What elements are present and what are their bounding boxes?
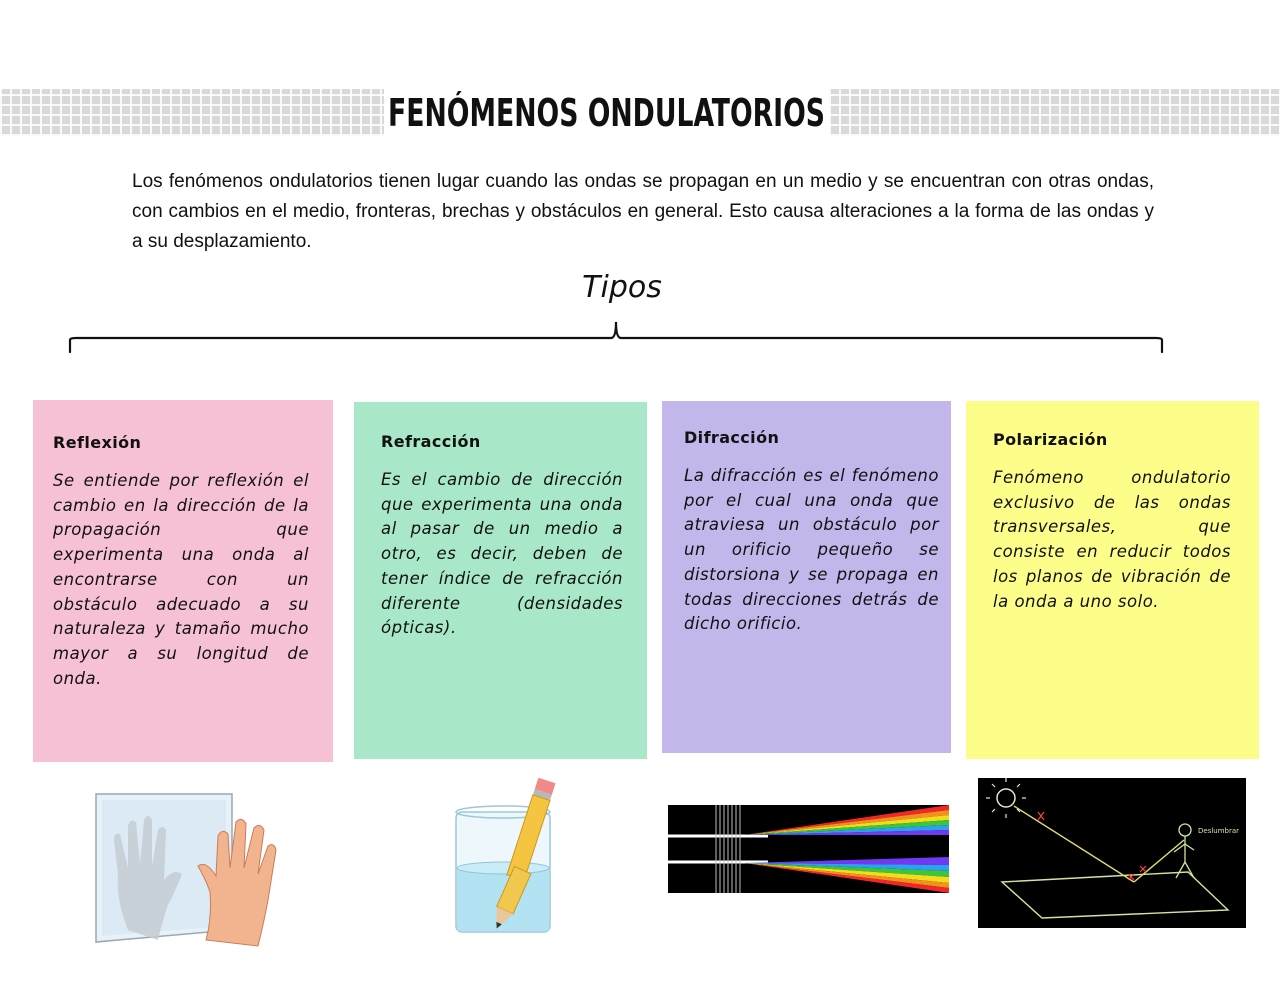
mirror-hands-illustration bbox=[88, 780, 303, 950]
card-difraccion bbox=[662, 401, 951, 753]
intro-paragraph: Los fenómenos ondulatorios tienen lugar cuando las ondas se propagan en un medio y se encuentran con otras ondas, con cambios en el medio, fronteras, brechas y obstáculos en general. Esto causa alteraciones a la forma de las ondas y a su desplazamiento. bbox=[132, 171, 1154, 252]
banner-stripe-left bbox=[0, 89, 384, 136]
curly-brace bbox=[66, 318, 1168, 358]
page-title: FENÓMENOS ONDULATORIOS bbox=[388, 91, 825, 135]
banner-stripe-right bbox=[829, 89, 1280, 136]
card-text: La difracción es el fenómeno por el cual una onda que atraviesa un obstáculo por un orificio pequeño se distorsiona y se propaga en todas direcciones detrás de dicho orificio. bbox=[684, 466, 939, 634]
card-polarizacion bbox=[966, 401, 1259, 759]
card-reflexion bbox=[33, 400, 333, 762]
card-title: Polarización bbox=[993, 430, 1108, 449]
diffraction-rainbow-illustration bbox=[668, 805, 949, 893]
card-title: Reflexión bbox=[53, 433, 142, 452]
polarization-glare-illustration bbox=[978, 778, 1246, 928]
tipos-label: Tipos bbox=[582, 270, 662, 305]
pencil-in-glass-illustration bbox=[440, 776, 560, 941]
polarization-caption: Deslumbrar bbox=[1198, 827, 1240, 835]
card-text: Se entiende por reflexión el cambio en la dirección de la propagación que experimenta una onda al encontrarse con un obstáculo adecuado a su naturaleza y tamaño mucho mayor a su longitud de onda. bbox=[53, 471, 309, 688]
card-text: Es el cambio de dirección que experimenta una onda al pasar de un medio a otro, es decir, deben de tener índice de refracción diferente (densidades ópticas). bbox=[381, 470, 623, 638]
card-title: Refracción bbox=[381, 432, 481, 451]
card-title: Difracción bbox=[684, 428, 780, 447]
card-text: Fenómeno ondulatorio exclusivo de las ondas transversales, que consiste en reducir todos los planos de vibración de la onda a uno solo. bbox=[993, 468, 1231, 611]
card-refraccion bbox=[354, 402, 647, 759]
